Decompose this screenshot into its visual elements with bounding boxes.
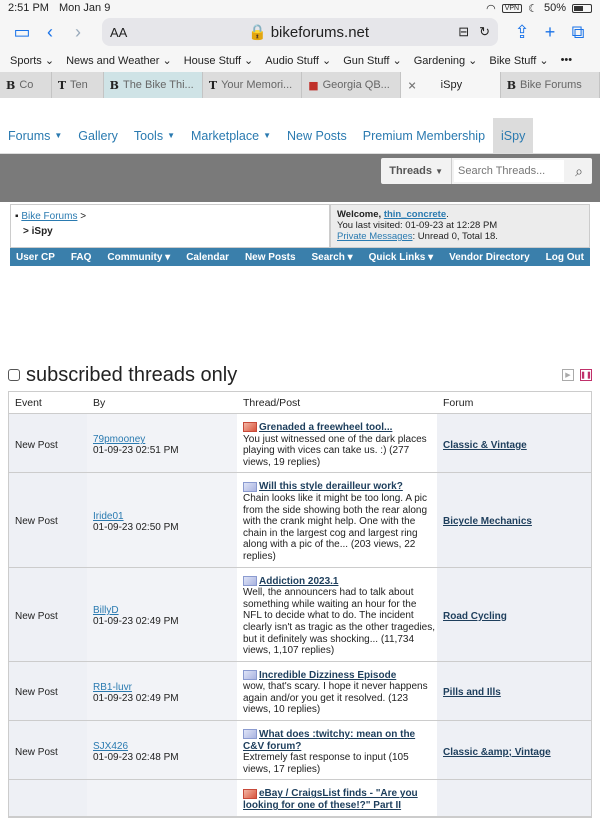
tab-4[interactable] — [203, 72, 302, 98]
search-icon[interactable]: ⌕ — [575, 162, 583, 179]
tab-7[interactable] — [501, 72, 600, 98]
event-cell: New Post — [9, 473, 87, 566]
thread-title-link[interactable]: Grenaded a freewheel tool... — [259, 422, 393, 433]
menu-community[interactable]: Community ▾ — [107, 251, 171, 263]
table-row — [9, 721, 591, 780]
menu-new-posts[interactable]: New Posts — [244, 251, 296, 263]
tab-favicon: ■ — [308, 78, 319, 92]
thread-status-icon — [243, 670, 257, 680]
last-visited: You last visited: 01-09-23 at 12:28 PM — [337, 220, 498, 231]
tab-favicon: T — [208, 78, 218, 92]
nav-forums[interactable]: Forums ▼ — [8, 128, 63, 143]
menu-search[interactable]: Search ▾ — [311, 251, 353, 263]
nav-tools[interactable]: Tools ▼ — [133, 128, 175, 143]
thread-title-link[interactable]: What does :twitchy: mean on the C&V forum? — [243, 729, 416, 752]
tab-3[interactable] — [104, 72, 203, 98]
tab-ispy[interactable] — [401, 72, 500, 98]
date: Mon Jan 9 — [58, 2, 111, 14]
user-link[interactable]: 79pmooney — [93, 434, 146, 446]
play-icon[interactable]: ▶ — [562, 369, 574, 381]
thread-cell — [237, 414, 437, 472]
header-event: Event — [15, 396, 42, 409]
tab-2[interactable] — [52, 72, 104, 98]
menu-log-out[interactable]: Log Out — [545, 251, 584, 263]
thread-cell — [237, 473, 437, 566]
search-input[interactable] — [454, 160, 564, 182]
table-row — [9, 473, 591, 567]
by-cell — [87, 473, 237, 566]
username-link[interactable]: thin_concrete — [383, 209, 447, 220]
tab-5[interactable] — [302, 72, 401, 98]
header-forum: Forum — [443, 396, 474, 409]
ispy-table — [8, 391, 592, 818]
table-row — [9, 414, 591, 473]
menu-faq[interactable]: FAQ — [70, 251, 92, 263]
event-cell: New Post — [9, 414, 87, 472]
tab-favicon: T — [57, 78, 67, 92]
tab-label: Co — [19, 79, 34, 91]
tab-label: iSpy — [440, 79, 463, 91]
moon-icon: ☾ — [528, 2, 538, 15]
menu-quick-links[interactable]: Quick Links ▾ — [368, 251, 434, 263]
back-icon[interactable]: ‹ — [47, 21, 53, 42]
close-tab-icon[interactable]: × — [407, 78, 417, 92]
post-excerpt: Extremely fast response to input (105 views, 17 replies) — [243, 752, 409, 775]
forum-cell — [437, 473, 591, 566]
by-cell — [87, 780, 237, 815]
forum-link[interactable]: Bicycle Mechanics — [443, 516, 532, 528]
bookmark-audio[interactable]: Audio Stuff ⌄ — [265, 54, 332, 67]
caret-down-icon: ▼ — [435, 166, 443, 176]
tab-label: Georgia QB... — [322, 79, 390, 91]
bookmark-sports[interactable]: Sports ⌄ — [10, 54, 55, 67]
header-thread: Thread/Post — [243, 396, 301, 409]
home-icon: ▪ — [15, 211, 19, 222]
more-bookmarks-icon[interactable]: ••• — [560, 54, 573, 66]
reload-icon[interactable]: ↻ — [479, 24, 490, 39]
tab-label: Bike Forums — [520, 79, 582, 91]
address-bar[interactable] — [102, 18, 498, 46]
menu-vendor-directory[interactable]: Vendor Directory — [449, 251, 530, 263]
bookmark-gun[interactable]: Gun Stuff ⌄ — [343, 54, 402, 67]
forum-link[interactable]: Classic & Vintage — [443, 439, 527, 451]
status-bar — [0, 0, 600, 16]
extensions-icon[interactable]: ⊟ — [458, 24, 470, 39]
tab-overview-icon[interactable]: ⧉ — [571, 21, 585, 42]
pause-icon[interactable]: ❚❚ — [580, 369, 592, 381]
thread-title-link[interactable]: Incredible Dizziness Episode — [259, 669, 397, 681]
thread-status-icon — [243, 482, 257, 492]
subscribed-only-checkbox[interactable] — [8, 369, 20, 381]
welcome-box: Welcome, thin_concrete. You last visited: 01-09-23 at 12:28 PM Private Messages: Unread 0, Total 18. — [330, 204, 590, 248]
reader-aa-button[interactable]: AA — [110, 24, 128, 40]
by-cell — [87, 721, 237, 779]
forum-cell — [437, 662, 591, 720]
event-cell: New Post — [9, 662, 87, 720]
forum-cell — [437, 414, 591, 472]
wifi-icon: ◠ — [486, 2, 496, 15]
thread-title-link[interactable]: Addiction 2023.1 — [259, 575, 339, 587]
thread-title-link[interactable]: eBay / CraigsList finds - "Are you looking for one of these!?" Part II — [243, 788, 418, 812]
menu-calendar[interactable]: Calendar — [186, 251, 229, 263]
nav-premium[interactable]: Premium Membership — [362, 128, 486, 143]
site-nav — [0, 118, 600, 154]
header-by: By — [93, 396, 106, 409]
by-cell — [87, 414, 237, 472]
thread-cell — [237, 780, 437, 815]
post-excerpt: wow, that's scary. I hope it never happens again and/or you get it resolved. (123 views, 10 replies) — [243, 681, 428, 716]
breadcrumb-root[interactable]: Bike Forums — [21, 211, 78, 222]
url-host[interactable] — [248, 23, 369, 41]
forum-cell — [437, 721, 591, 779]
user-link[interactable]: Iride01 — [93, 510, 124, 522]
thread-status-icon — [243, 576, 257, 586]
user-link[interactable]: SJX426 — [93, 741, 129, 753]
post-date: 01-09-23 02:49 PM — [93, 692, 179, 704]
tab-label: Ten — [70, 79, 88, 91]
thread-status-icon — [243, 422, 257, 432]
tab-label: Your Memori... — [221, 79, 293, 91]
tab-favicon: B — [506, 78, 517, 92]
new-tab-icon[interactable]: + — [544, 21, 556, 42]
nav-gallery[interactable]: Gallery — [78, 128, 118, 143]
subscribe-filter — [0, 363, 600, 387]
breadcrumb: ▪ Bike Forums > > iSpy — [10, 204, 330, 248]
user-link[interactable]: BillyD — [93, 605, 119, 617]
thread-cell — [237, 568, 437, 661]
thread-status-icon — [243, 729, 257, 739]
post-date: 01-09-23 02:49 PM — [93, 616, 179, 628]
forum-cell — [437, 568, 591, 661]
forum-menu-bar — [10, 248, 590, 266]
thread-title-link[interactable]: Will this style derailleur work? — [259, 481, 403, 493]
post-excerpt: You just witnessed one of the dark places playing with vices can take us. :) (277 views, 19 replies) — [243, 433, 427, 468]
tab-label: The Bike Thi... — [122, 79, 194, 91]
battery-icon — [572, 4, 592, 13]
event-cell — [9, 780, 87, 815]
post-excerpt: Chain looks like it might be too long. A pic from the side showing both the rear along with the crank might help. One with the chain in the largest cog and largest ring along with a pic of the... (203 views, 22 replies) — [243, 492, 427, 562]
table-row — [9, 662, 591, 721]
forum-link[interactable]: Road Cycling — [443, 610, 507, 622]
sidebar-icon[interactable]: ▭ — [13, 21, 31, 42]
search-bar — [0, 154, 600, 188]
bookmark-house[interactable]: House Stuff ⌄ — [183, 54, 254, 67]
tab-strip — [0, 72, 600, 98]
forward-icon[interactable]: › — [75, 21, 81, 42]
nav-marketplace[interactable]: Marketplace ▼ — [191, 128, 272, 143]
table-row — [9, 780, 591, 816]
breadcrumb-current: iSpy — [31, 226, 53, 237]
caret-down-icon: ▼ — [167, 131, 175, 140]
thread-status-icon — [243, 789, 257, 799]
user-link[interactable]: RB1-luvr — [93, 681, 132, 693]
lock-icon: 🔒 — [248, 24, 267, 41]
clock: 2:51 PM — [8, 2, 49, 14]
table-row — [9, 568, 591, 662]
tab-favicon: B — [6, 78, 16, 92]
by-cell — [87, 568, 237, 661]
url-host-text: bikeforums.net — [270, 24, 370, 41]
nav-ispy[interactable]: iSpy — [493, 118, 533, 153]
thread-cell — [237, 721, 437, 779]
bookmarks-bar — [0, 48, 600, 72]
post-excerpt: Well, the announcers had to talk about something while waiting an hour for the NFL to decide what to do. The incident clearly isn't as tragic as the other tragedies, but it definitely was shocking... (11,734 views, 1,107 replies) — [243, 587, 436, 657]
post-date: 01-09-23 02:48 PM — [93, 752, 179, 764]
private-messages-link[interactable]: Private Messages — [337, 231, 413, 242]
forum-link[interactable]: Classic &amp; Vintage — [443, 746, 551, 758]
forum-cell — [437, 780, 591, 815]
bookmark-gardening[interactable]: Gardening ⌄ — [413, 54, 478, 67]
caret-down-icon: ▼ — [263, 131, 272, 140]
caret-down-icon: ▼ — [54, 131, 63, 140]
event-cell: New Post — [9, 721, 87, 779]
post-date: 01-09-23 02:50 PM — [93, 521, 179, 533]
subscribed-only-label: subscribed threads only — [26, 363, 238, 386]
thread-cell — [237, 662, 437, 720]
event-cell: New Post — [9, 568, 87, 661]
tab-favicon: B — [109, 78, 119, 92]
post-date: 01-09-23 02:51 PM — [93, 445, 179, 457]
share-icon[interactable]: ⇪ — [514, 21, 530, 42]
table-header — [9, 392, 591, 414]
browser-toolbar — [0, 16, 600, 48]
vpn-badge: VPN — [502, 4, 522, 13]
tab-1[interactable] — [0, 72, 52, 98]
menu-user-cp[interactable]: User CP — [16, 251, 55, 263]
forum-link[interactable]: Pills and Ills — [443, 687, 501, 699]
nav-new-posts[interactable]: New Posts — [287, 128, 347, 143]
bookmark-bike[interactable]: Bike Stuff ⌄ — [489, 54, 549, 67]
search-scope-select[interactable]: Threads ▼ — [381, 158, 452, 184]
battery-percent: 50% — [543, 2, 566, 14]
bookmark-news[interactable]: News and Weather ⌄ — [66, 54, 172, 67]
by-cell — [87, 662, 237, 720]
